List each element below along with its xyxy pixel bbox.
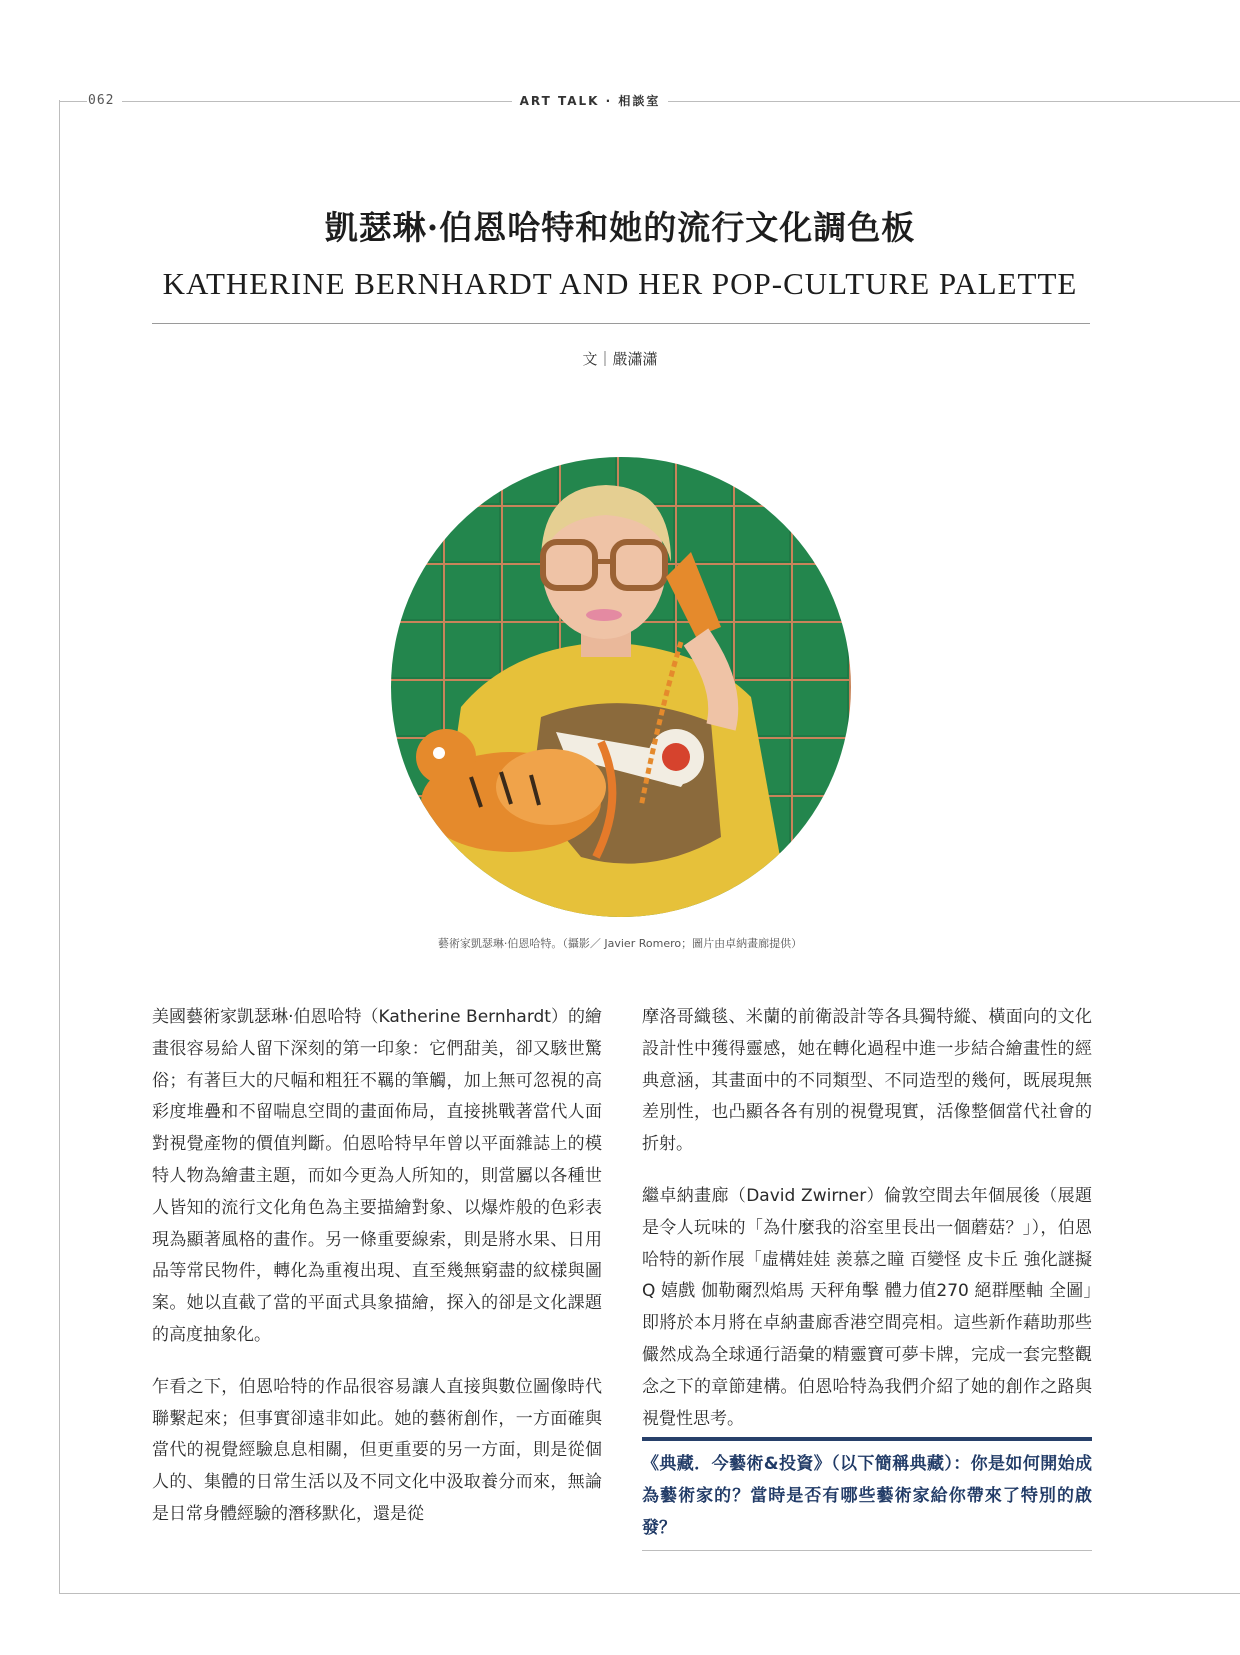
article-column-left (152, 1002, 602, 1551)
article-column-right (642, 1002, 1092, 1455)
interview-question: 《典藏．今藝術&投資》（以下簡稱典藏）：你是如何開始成為藝術家的？當時是否有哪些藝術家給你帶來了特別的啟發？ (642, 1454, 1092, 1538)
header-rule (122, 101, 512, 102)
article-title-chinese: 凱瑟琳·伯恩哈特和她的流行文化調色板 (324, 208, 916, 247)
byline: 文｜嚴瀟瀟 (582, 350, 658, 368)
question-rule-top (642, 1437, 1092, 1441)
body-paragraph: 乍看之下，伯恩哈特的作品很容易讓人直接與數位圖像時代聯繫起來；但事實卻遠非如此。她的藝術創作，一方面確與當代的視覺經驗息息相關，但更重要的另一方面，則是從個人的、集體的日常生活以及不同文化中汲取養分而來，無論是日常身體經驗的潛移默化，還是從 (152, 1376, 602, 1524)
body-paragraph: 美國藝術家凱瑟琳·伯恩哈特（Katherine Bernhardt）的繪畫很容易給人留下深刻的第一印象：它們甜美，卻又駭世驚俗；有著巨大的尺幅和粗狂不羈的筆觸，加上無可忽視的高彩度堆疊和不留喘息空間的畫面佈局，直接挑戰著當代人面對視覺產物的價值判斷。伯恩哈特早年曾以平面雜誌上的模特人物為繪畫主題，而如今更為人所知的，則當屬以各種世人皆知的流行文化角色為主要描繪對象、以爆炸般的色彩表現為顯著風格的畫作。另一條重要線索，則是將水果、日用品等常民物件，轉化為重複出現、直至幾無窮盡的紋樣與圖案。她以直截了當的平面式具象描繪，探入的卻是文化課題的高度抽象化。 (152, 1007, 602, 1345)
page-number: 062 (88, 93, 115, 108)
header-rule (59, 101, 87, 102)
body-paragraph: 繼卓納畫廊（David Zwirner）倫敦空間去年個展後（展題是令人玩味的「為什麼我的浴室里長出一個蘑菇？」），伯恩哈特的新作展「虛構娃娃 羨慕之瞳 百變怪 皮卡丘 強化謎擬Q 嬉戲 伽勒爾烈焰馬 天秤角擊 體力值270 絕群壓軸 全圖」即將於本月將在卓納畫廊香港空間亮相。這些新作藉助那些儼然成為全球通行語彙的精靈寶可夢卡牌，完成一套完整觀念之下的章節建構。伯恩哈特為我們介紹了她的創作之路與視覺性思考。 (642, 1185, 1092, 1429)
artist-portrait-photo (391, 457, 851, 917)
header-rule (668, 101, 1240, 102)
page-frame-left-rule (59, 100, 60, 1593)
section-label: ART TALK · 相談室 (519, 94, 661, 108)
page-frame-bottom-rule (59, 1593, 1240, 1594)
body-paragraph: 摩洛哥織毯、米蘭的前衛設計等各具獨特縱、橫面向的文化設計性中獲得靈感，她在轉化過程中進一步結合繪畫性的經典意涵，其畫面中的不同類型、不同造型的幾何，既展現無差別性，也凸顯各各有別的視覺現實，活像整個當代社會的折射。 (642, 1007, 1092, 1155)
title-divider (152, 323, 1090, 324)
photo-caption: 藝術家凱瑟琳·伯恩哈特。（攝影／ Javier Romero；圖片由卓納畫廊提供） (437, 937, 803, 950)
question-rule-bottom (642, 1550, 1092, 1551)
article-title-english: KATHERINE BERNHARDT AND HER POP-CULTURE PALETTE (162, 266, 1078, 301)
